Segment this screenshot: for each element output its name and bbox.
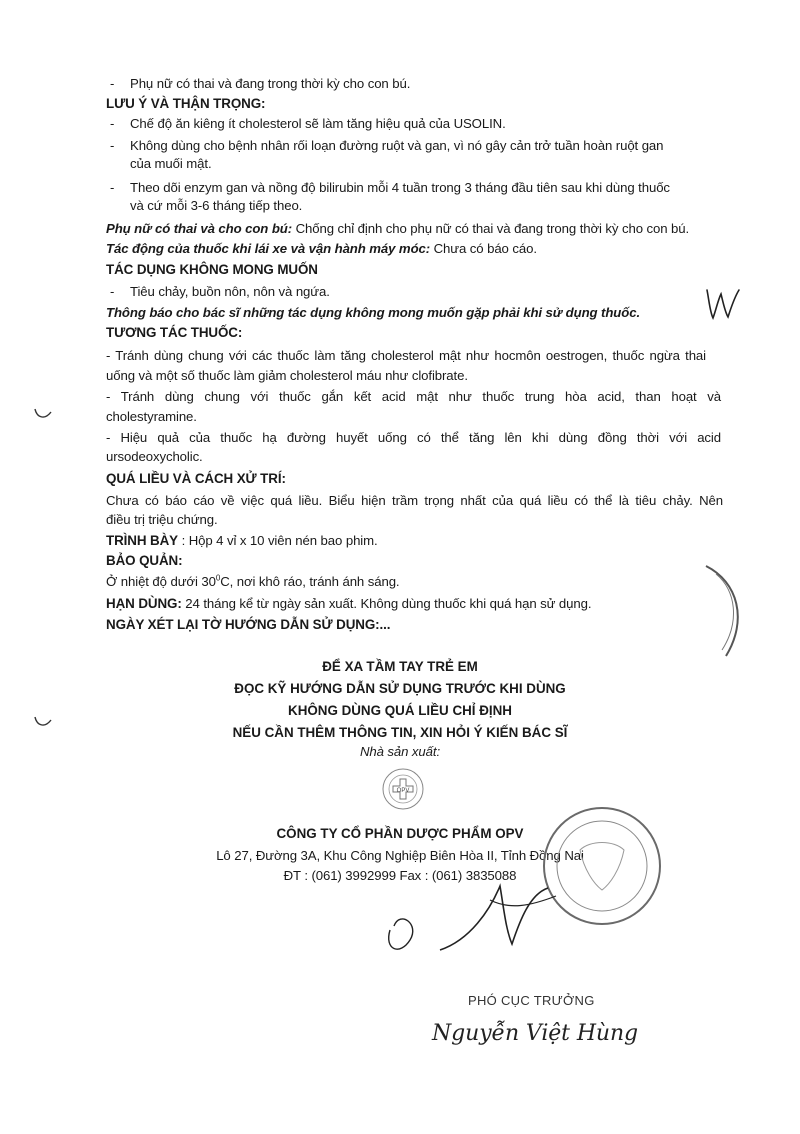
- company-phone: ĐT : (061) 3992999 Fax : (061) 3835088: [283, 868, 517, 883]
- interaction-line: - Tránh dùng chung với các thuốc làm tăng cholesterol mật như hocmôn oestrogen, thuốc ngừa thai: [106, 348, 706, 363]
- interactions-heading: TƯƠNG TÁC THUỐC:: [106, 325, 243, 340]
- pregnancy-text: Chống chỉ định cho phụ nữ có thai và đang trong thời kỳ cho con bú.: [292, 221, 690, 236]
- bullet-dash: -: [110, 116, 115, 131]
- logo-text: OPV: [396, 788, 410, 794]
- contraindication-item: Phụ nữ có thai và đang trong thời kỳ cho con bú.: [130, 76, 411, 91]
- driving-label: Tác động của thuốc khi lái xe và vận hành máy móc:: [106, 241, 431, 256]
- stamp-arc-icon: [676, 560, 756, 670]
- company-name: CÔNG TY CỔ PHẦN DƯỢC PHẨM OPV: [276, 826, 524, 841]
- side-effect-item: Tiêu chảy, buồn nôn, nôn và ngứa.: [130, 284, 330, 299]
- interaction-line: - Tránh dùng chung với thuốc gắn kết acid mật như thuốc trung hòa acid, than hoạt và: [106, 389, 721, 404]
- expiry-line: [106, 596, 591, 612]
- bullet-dash: -: [110, 138, 115, 153]
- review-date-heading: NGÀY XÉT LẠI TỜ HƯỚNG DẪN SỬ DỤNG:...: [106, 617, 391, 632]
- handwritten-initial-icon: [703, 286, 743, 322]
- expiry-label: HẠN DÙNG:: [106, 596, 182, 611]
- storage-line: [106, 574, 400, 590]
- overdose-line: Chưa có báo cáo về việc quá liều. Biểu hiện trầm trọng nhất của quá liều có thể là tiêu chảy. Nên: [106, 493, 723, 508]
- presentation-label: TRÌNH BÀY: [106, 533, 179, 548]
- warning-line: ĐỂ XA TẦM TAY TRẺ EM: [322, 659, 478, 674]
- caution-item: Không dùng cho bệnh nhân rối loạn đường ruột và gan, vì nó gây cản trở tuần hoàn ruột gan: [130, 138, 664, 153]
- driving-line: [106, 241, 537, 257]
- signatory-title: PHÓ CỤC TRƯỞNG: [468, 993, 595, 1008]
- caution-item: Theo dõi enzym gan và nồng độ bilirubin mỗi 4 tuần trong 3 tháng đầu tiên sau khi dùng thuốc: [130, 180, 670, 195]
- bullet-dash: -: [110, 284, 115, 299]
- margin-mark-icon: [33, 406, 53, 422]
- driving-text: Chưa có báo cáo.: [430, 241, 537, 256]
- interaction-line: ursodeoxycholic.: [106, 449, 203, 464]
- manufacturer-label: Nhà sản xuất:: [359, 744, 441, 759]
- opv-logo-icon: [380, 766, 426, 812]
- pregnancy-label: Phụ nữ có thai và cho con bú:: [106, 221, 293, 236]
- cautions-heading: LƯU Ý VÀ THẬN TRỌNG:: [106, 96, 266, 111]
- storage-degree: 0: [215, 573, 221, 583]
- storage-text-before: Ở nhiệt độ dưới 30: [106, 574, 216, 589]
- side-effects-heading: TÁC DỤNG KHÔNG MONG MUỐN: [106, 262, 318, 277]
- signatory-name: Nguyễn Việt Hùng: [432, 1021, 639, 1046]
- caution-item-continued: của muối mật.: [130, 156, 212, 171]
- warning-line: KHÔNG DÙNG QUÁ LIỀU CHỈ ĐỊNH: [288, 703, 512, 718]
- interaction-line: - Hiệu quả của thuốc hạ đường huyết uống có thể tăng lên khi dùng đồng thời với acid: [106, 430, 721, 445]
- handwritten-signature-icon: [380, 870, 570, 960]
- expiry-text: 24 tháng kể từ ngày sản xuất. Không dùng thuốc khi quá hạn sử dụng.: [181, 596, 592, 611]
- overdose-line: điều trị triệu chứng.: [106, 512, 218, 527]
- storage-text-after: C, nơi khô ráo, tránh ánh sáng.: [220, 574, 400, 589]
- presentation-text: : Hộp 4 vỉ x 10 viên nén bao phim.: [178, 533, 378, 548]
- interaction-line: cholestyramine.: [106, 409, 197, 424]
- warning-line: ĐỌC KỸ HƯỚNG DẪN SỬ DỤNG TRƯỚC KHI DÙNG: [234, 681, 566, 696]
- warning-line: NẾU CẦN THÊM THÔNG TIN, XIN HỎI Ý KIẾN BÁC SĨ: [232, 725, 568, 740]
- bullet-dash: -: [110, 76, 115, 91]
- caution-item-continued: và cứ mỗi 3-6 tháng tiếp theo.: [130, 198, 303, 213]
- overdose-heading: QUÁ LIỀU VÀ CÁCH XỬ TRÍ:: [106, 471, 286, 486]
- presentation-line: [106, 533, 378, 549]
- bullet-dash: -: [110, 180, 115, 195]
- storage-heading: BẢO QUẢN:: [106, 553, 183, 568]
- company-address: Lô 27, Đường 3A, Khu Công Nghiệp Biên Hòa II, Tỉnh Đồng Nai: [216, 848, 584, 863]
- interaction-line: uống và một số thuốc làm giảm cholesterol máu như clofibrate.: [106, 368, 468, 383]
- caution-item: Chế độ ăn kiêng ít cholesterol sẽ làm tăng hiệu quả của USOLIN.: [130, 116, 506, 131]
- side-effects-notice: Thông báo cho bác sĩ những tác dụng không mong muốn gặp phải khi sử dụng thuốc.: [106, 305, 641, 320]
- pregnancy-line: [106, 221, 689, 237]
